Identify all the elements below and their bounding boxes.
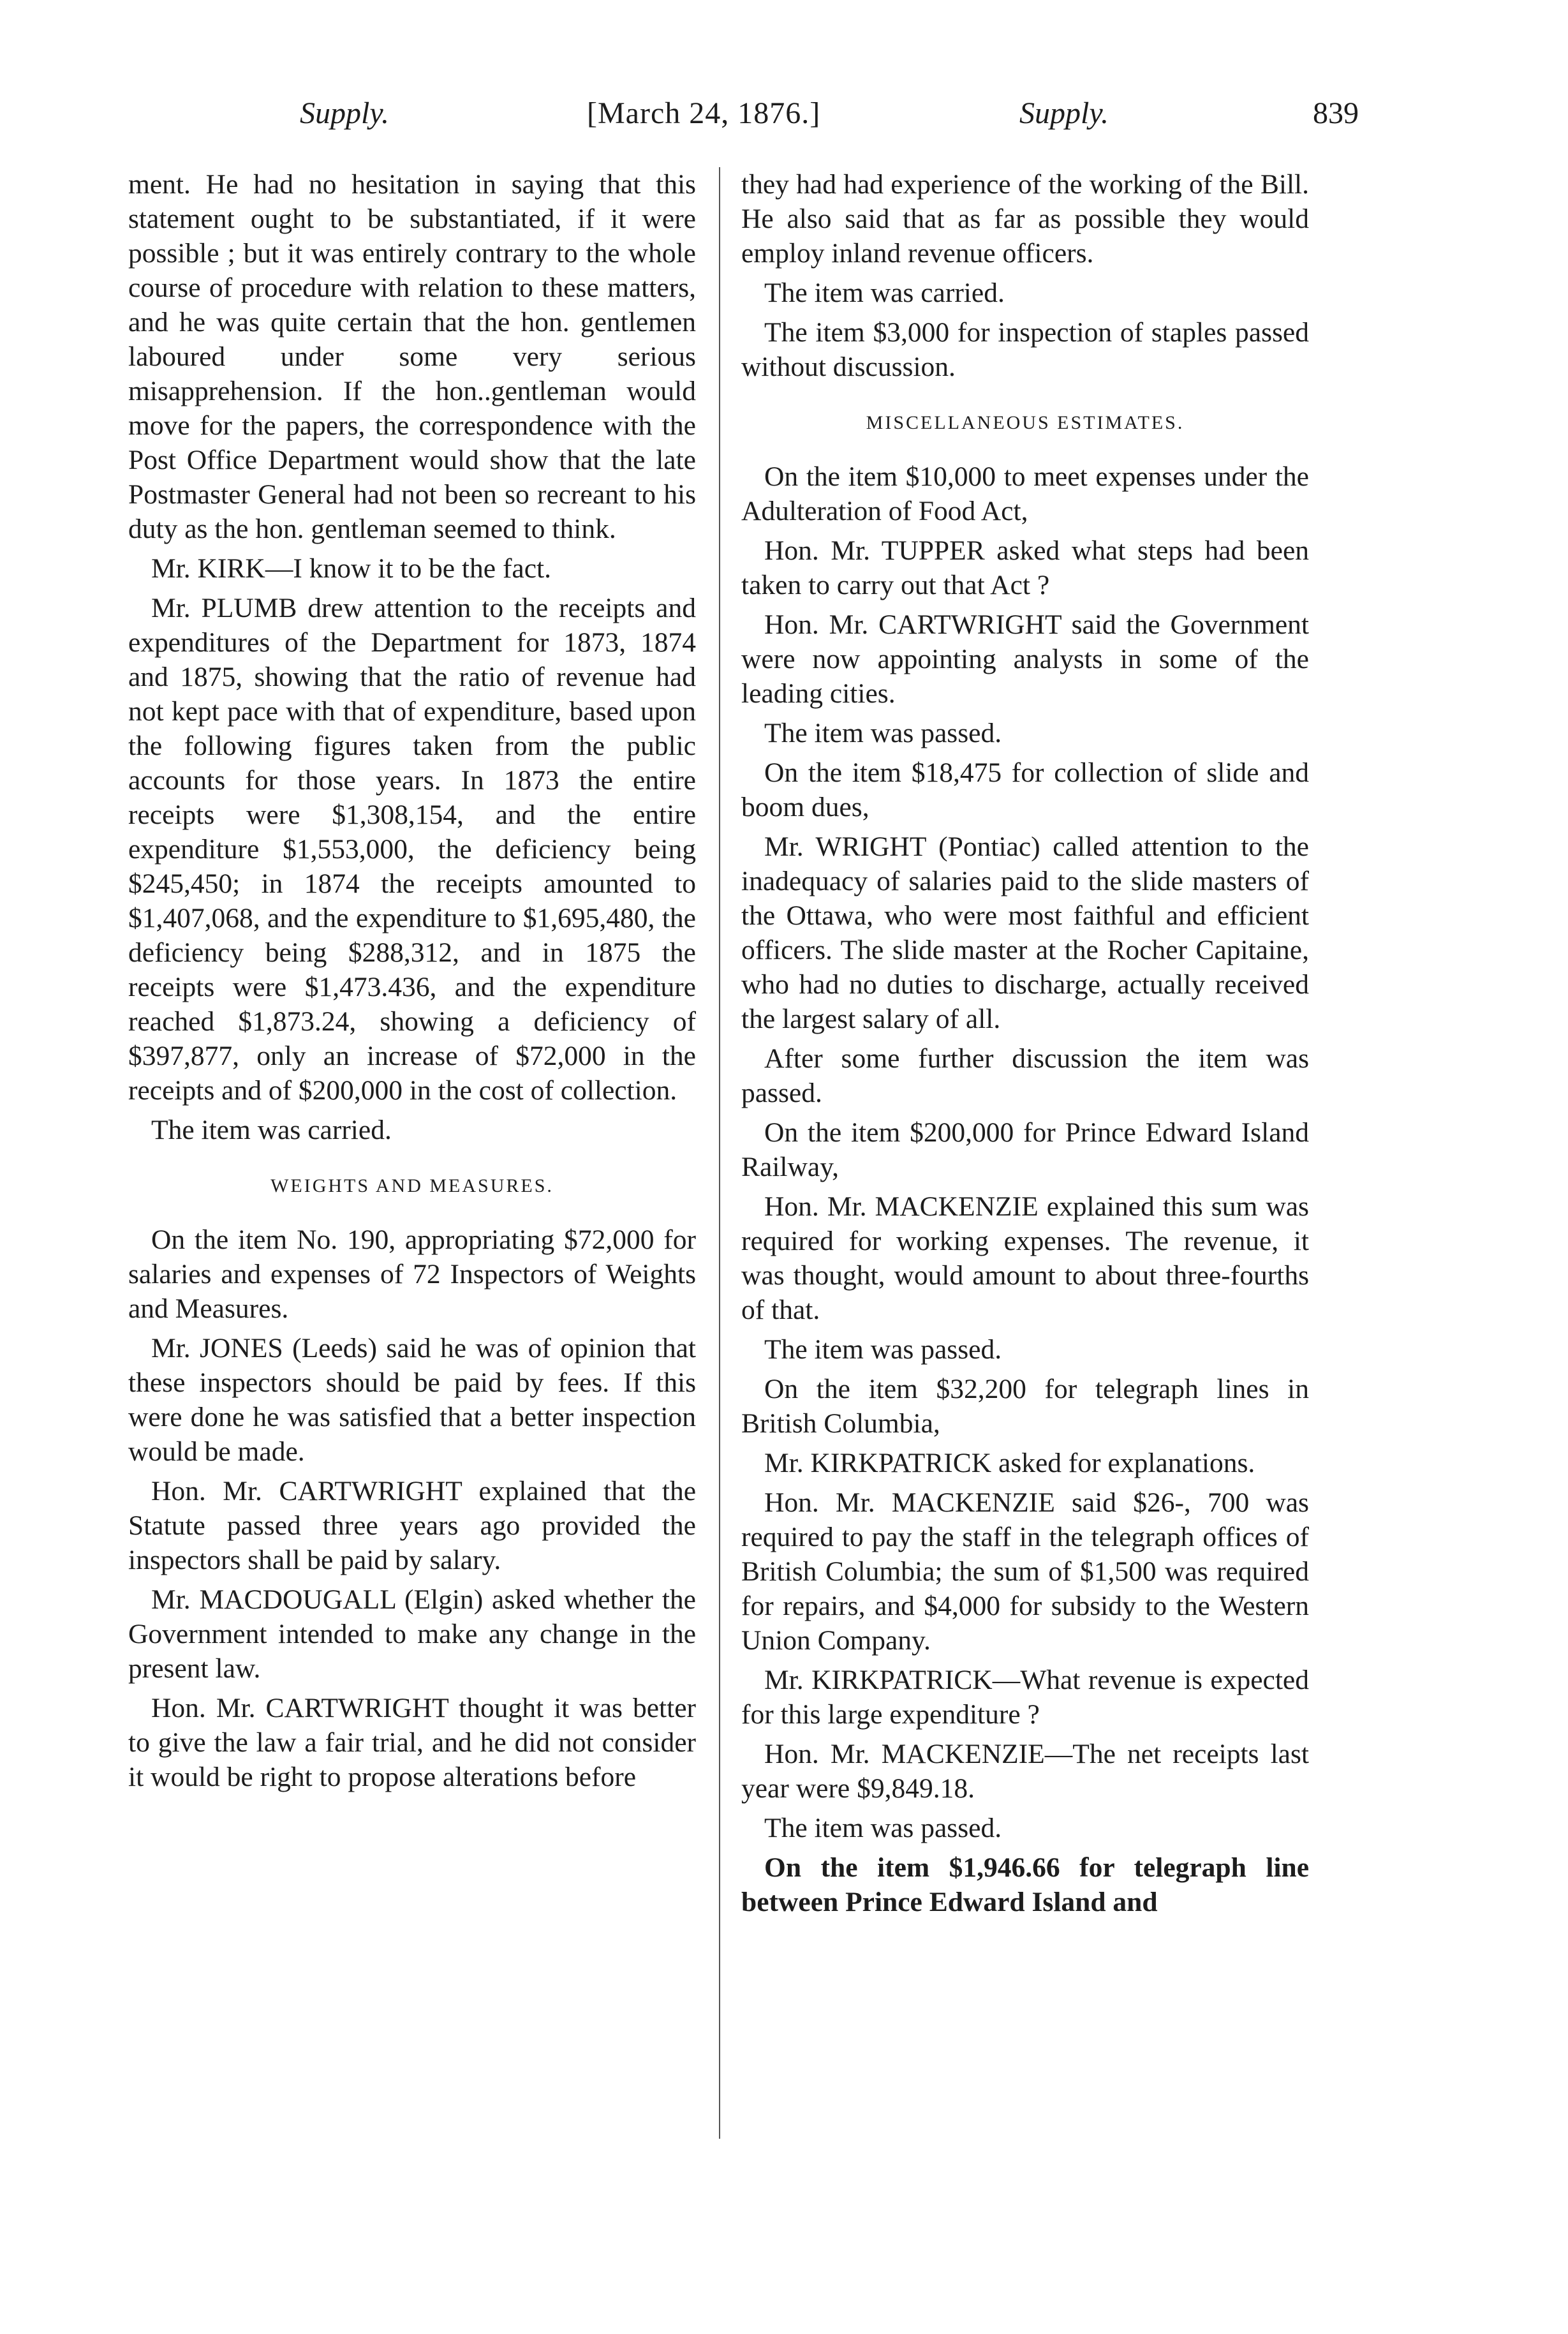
paragraph: they had had experience of the working of the Bill. He also said that as far as possible they would employ inland revenue officers. <box>741 169 1309 269</box>
left-column <box>128 167 696 1799</box>
paragraph: On the item $18,475 for collection of slide and boom dues, <box>741 757 1309 822</box>
paragraph: On the item No. 190, appropriating $72,000 for salaries and expenses of 72 Inspectors of Weights and Measures. <box>128 1224 696 1324</box>
paragraph: The item was carried. <box>151 1115 392 1145</box>
paragraph: Mr. KIRKPATRICK asked for explanations. <box>764 1448 1255 1478</box>
paragraph: Hon. Mr. CARTWRIGHT thought it was better to give the law a fair trial, and he did not consider it would be right to propose alterations before <box>128 1693 696 1792</box>
running-header <box>128 96 1359 147</box>
paragraph: On the item $32,200 for telegraph lines in British Columbia, <box>741 1374 1309 1439</box>
section-heading: MISCELLANEOUS ESTIMATES. <box>866 412 1185 433</box>
paragraph: Hon. Mr. TUPPER asked what steps had been taken to carry out that Act ? <box>741 535 1309 600</box>
paragraph: The item $3,000 for inspection of staples passed without discussion. <box>741 317 1309 382</box>
header-right-title: Supply. <box>1019 96 1109 130</box>
paragraph: Mr. PLUMB drew attention to the receipts and expenditures of the Department for 1873, 1874 and 1875, showing that the ratio of revenue had not kept pace with that of expenditure, based upon the following figures taken from the public accounts for those years. In 1873 the entire receipts were $1,308,154, and the entire expenditure $1,553,000, the deficiency being $245,450; in 1874 the receipts amounted to $1,407,068, and the expenditure to $1,695,480, the deficiency being $288,312, and in 1875 the receipts were $1,473.436, and the expenditure reached $1,873.24, showing a deficiency of $397,877, only an increase of $72,000 in the receipts and of $200,000 in the cost of collection. <box>128 593 696 1106</box>
column-divider <box>719 167 720 2139</box>
paragraph: Hon. Mr. MACKENZIE said $26-, 700 was required to pay the staff in the telegraph offices of British Columbia; the sum of $1,500 was required for repairs, and $4,000 for subsidy to the Western Union Company. <box>741 1487 1309 1656</box>
paragraph: Mr. KIRKPATRICK—What revenue is expected for this large expenditure ? <box>741 1665 1309 1730</box>
paragraph: The item was passed. <box>764 718 1002 748</box>
paragraph: Hon. Mr. MACKENZIE—The net receipts last year were $9,849.18. <box>741 1739 1309 1804</box>
paragraph: Mr. KIRK—I know it to be the fact. <box>151 553 552 584</box>
paragraph: Mr. WRIGHT (Pontiac) called attention to the inadequacy of salaries paid to the slide masters of the Ottawa, who were most faithful and efficient officers. The slide master at the Rocher Capitaine, who had no duties to discharge, actually received the largest salary of all. <box>741 831 1309 1034</box>
header-left-title: Supply. <box>300 96 389 130</box>
page-number: 839 <box>1313 96 1359 130</box>
paragraph: On the item $10,000 to meet expenses under the Adulteration of Food Act, <box>741 461 1309 526</box>
right-column <box>741 167 1309 1924</box>
paragraph: On the item $1,946.66 for telegraph line between Prince Edward Island and <box>741 1852 1309 1917</box>
paragraph: Hon. Mr. CARTWRIGHT explained that the Statute passed three years ago provided the inspectors shall be paid by salary. <box>128 1476 696 1575</box>
paragraph: Mr. JONES (Leeds) said he was of opinion that these inspectors should be paid by fees. If this were done he was satisfied that a better inspection would be made. <box>128 1333 696 1467</box>
paragraph: Hon. Mr. CARTWRIGHT said the Government were now appointing analysts in some of the leading cities. <box>741 609 1309 709</box>
paragraph: Mr. MACDOUGALL (Elgin) asked whether the Government intended to make any change in the present law. <box>128 1584 696 1684</box>
paragraph: Hon. Mr. MACKENZIE explained this sum was required for working expenses. The revenue, it was thought, would amount to about three-fourths of that. <box>741 1191 1309 1325</box>
header-date: [March 24, 1876.] <box>587 96 821 130</box>
paragraph: The item was passed. <box>764 1813 1002 1843</box>
paragraph: On the item $200,000 for Prince Edward Island Railway, <box>741 1117 1309 1182</box>
paragraph: ment. He had no hesitation in saying that this statement ought to be substantiated, if it were possible ; but it was entirely contrary to the whole course of procedure with relation to these matters, and he was quite certain that the hon. gentlemen laboured under some very serious misapprehension. If the hon..gentleman would move for the papers, the correspondence with the Post Office Department would show that the late Postmaster General had not been so recreant to his duty as the hon. gentleman seemed to think. <box>128 169 696 544</box>
section-heading: WEIGHTS AND MEASURES. <box>270 1175 554 1196</box>
paragraph: After some further discussion the item was passed. <box>741 1043 1309 1108</box>
paragraph: The item was passed. <box>764 1334 1002 1365</box>
paragraph: The item was carried. <box>764 278 1005 308</box>
